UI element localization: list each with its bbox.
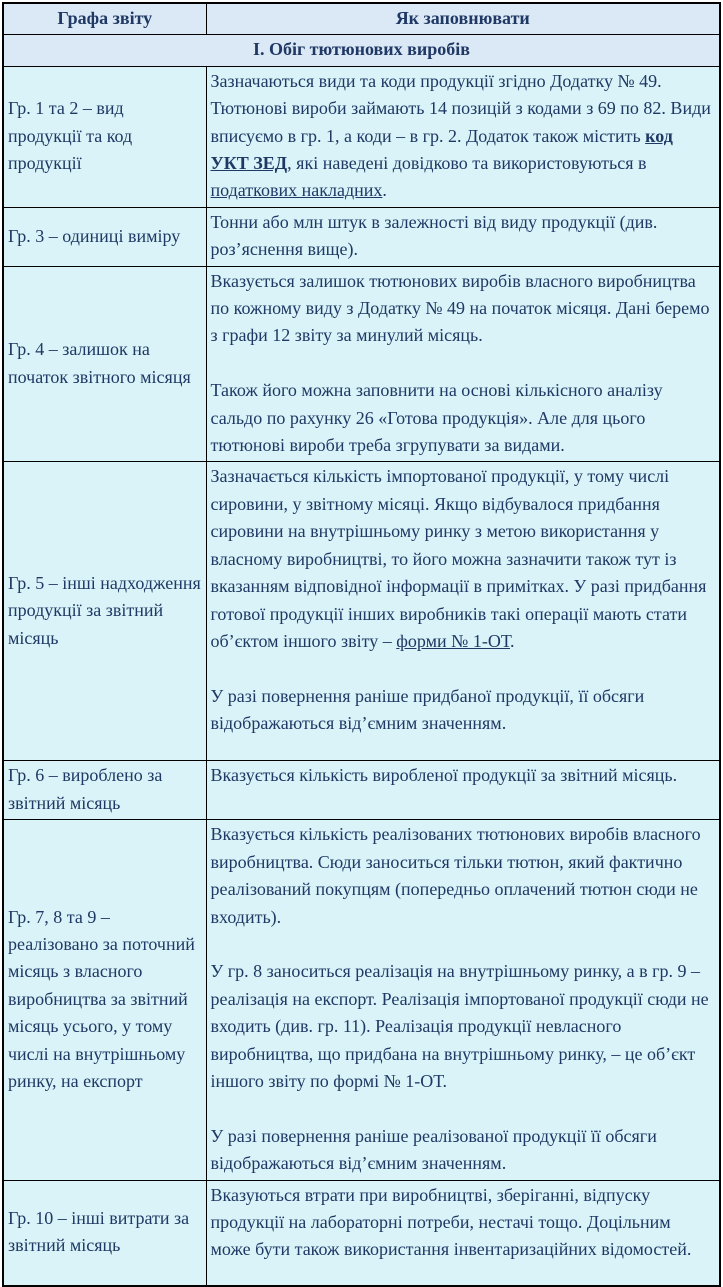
- instruction-paragraph: [211, 683, 716, 738]
- text-run: .: [382, 180, 387, 201]
- table-row: [3, 66, 720, 207]
- table-body: [3, 66, 720, 1286]
- graph-cell: Гр. 4 – залишок на початок звітного місяця: [3, 266, 206, 462]
- column-header-how: Як заповнювати: [206, 3, 720, 35]
- how-cell: [206, 1180, 720, 1286]
- instruction-paragraph: [211, 958, 716, 1095]
- instruction-paragraph: [211, 463, 716, 655]
- how-cell: [206, 266, 720, 462]
- instruction-paragraph: [211, 1182, 716, 1264]
- graph-cell: Гр. 5 – інші надходження продукції за звітний місяць: [3, 462, 206, 761]
- instruction-paragraph: [211, 68, 716, 205]
- instruction-paragraph: [211, 1123, 716, 1178]
- instruction-paragraph: [211, 377, 716, 459]
- text-run: Також його можна заповнити на основі кількісного аналізу сальдо по рахунку 26 «Готова продукція». Але для цього тютюнові вироби треба згрупувати за видами.: [210, 380, 663, 456]
- text-run: Вказується залишок тютюнових виробів власного виробництва по кожному виду з Додатку № 49 на початок місяця. Дані беремо з графи 12 звіту за минулий місяць.: [210, 270, 710, 346]
- text-run: Зазначаються види та коди продукції згідно Додатку № 49. Тютюнові вироби займають 14 позицій з кодами з 69 по 82. Види вписуємо в гр. 1, а коди – в гр. 2. Додаток також містить: [210, 70, 711, 146]
- text-run: Вказується кількість виробленої продукції за звітний місяць.: [210, 765, 678, 786]
- text-run: Вказується кількість реалізованих тютюнових виробів власного виробництва. Сюди заноситься тільки тютюн, який фактично реалізований покупцям (попередньо оплачений тютюн сюди не входить).: [210, 824, 701, 927]
- how-cell: [206, 820, 720, 1180]
- instruction-paragraph: [211, 821, 716, 931]
- instruction-paragraph: [211, 762, 716, 789]
- instruction-paragraph: [211, 209, 716, 264]
- graph-cell: Гр. 6 – вироблено за звітний місяць: [3, 761, 206, 820]
- graph-cell: Гр. 10 – інші витрати за звітний місяць: [3, 1180, 206, 1286]
- instruction-paragraph: [211, 268, 716, 350]
- text-run: Вказуються втрати при виробництві, зберіганні, відпуску продукції на лабораторні потреби, нестачі тощо. Доцільним може бути також використання інвентаризаційних відомостей.: [210, 1184, 692, 1260]
- table-row: [3, 266, 720, 462]
- text-link[interactable]: форми № 1-ОТ: [396, 630, 511, 651]
- table-row: [3, 820, 720, 1180]
- table-row: [3, 462, 720, 761]
- column-header-graph: Графа звіту: [3, 3, 206, 35]
- how-cell: [206, 462, 720, 761]
- table-row: [3, 207, 720, 266]
- table-row: [3, 761, 720, 820]
- how-cell: [206, 66, 720, 207]
- table-row: [3, 1180, 720, 1286]
- section-row: [3, 35, 720, 66]
- how-cell: [206, 207, 720, 266]
- text-run: Тонни або млн штук в залежності від виду продукції (див. роз’яснення вище).: [210, 211, 658, 260]
- section-title: І. Обіг тютюнових виробів: [3, 35, 720, 66]
- text-link[interactable]: код УКТ ЗЕД: [210, 125, 673, 174]
- graph-cell: Гр. 1 та 2 – вид продукції та код продукції: [3, 66, 206, 207]
- table-header-row: [3, 3, 720, 35]
- text-run: У разі повернення раніше реалізованої продукції її обсяги відображаються від’ємним значенням.: [210, 1125, 657, 1174]
- text-run: , які наведені довідково та використовуються в: [287, 153, 647, 174]
- fill-instructions-table: [2, 2, 721, 1287]
- how-cell: [206, 761, 720, 820]
- text-run: Зазначається кількість імпортованої продукції, у тому числі сировини, у звітному місяці. Якщо відбувалося придбання сировини на внутрішньому ринку з метою використання у власному виробництві, то його можна зазначити також тут із вказанням відповідної інформації в примітках. У разі придбання готової продукції інших виробників такі операції мають стати об’єктом іншого звіту –: [210, 466, 707, 651]
- text-run: .: [510, 630, 515, 651]
- text-link[interactable]: податкових накладних: [210, 180, 383, 201]
- text-run: У гр. 8 заноситься реалізація на внутрішньому ринку, а в гр. 9 – реалізація на експорт. Реалізація імпортованої продукції сюди не входить (див. гр. 11). Реалізація продукції невласного виробництва, що придбана на внутрішньому ринку, – це об’єкт іншого звіту по формі № 1-ОТ.: [210, 961, 709, 1091]
- text-run: У разі повернення раніше придбаної продукції, її обсяги відображаються від’ємним значенням.: [210, 685, 645, 734]
- graph-cell: Гр. 7, 8 та 9 – реалізовано за поточний місяць з власного виробництва за звітний місяць усього, у тому числі на внутрішньому ринку, на експорт: [3, 820, 206, 1180]
- graph-cell: Гр. 3 – одиниці виміру: [3, 207, 206, 266]
